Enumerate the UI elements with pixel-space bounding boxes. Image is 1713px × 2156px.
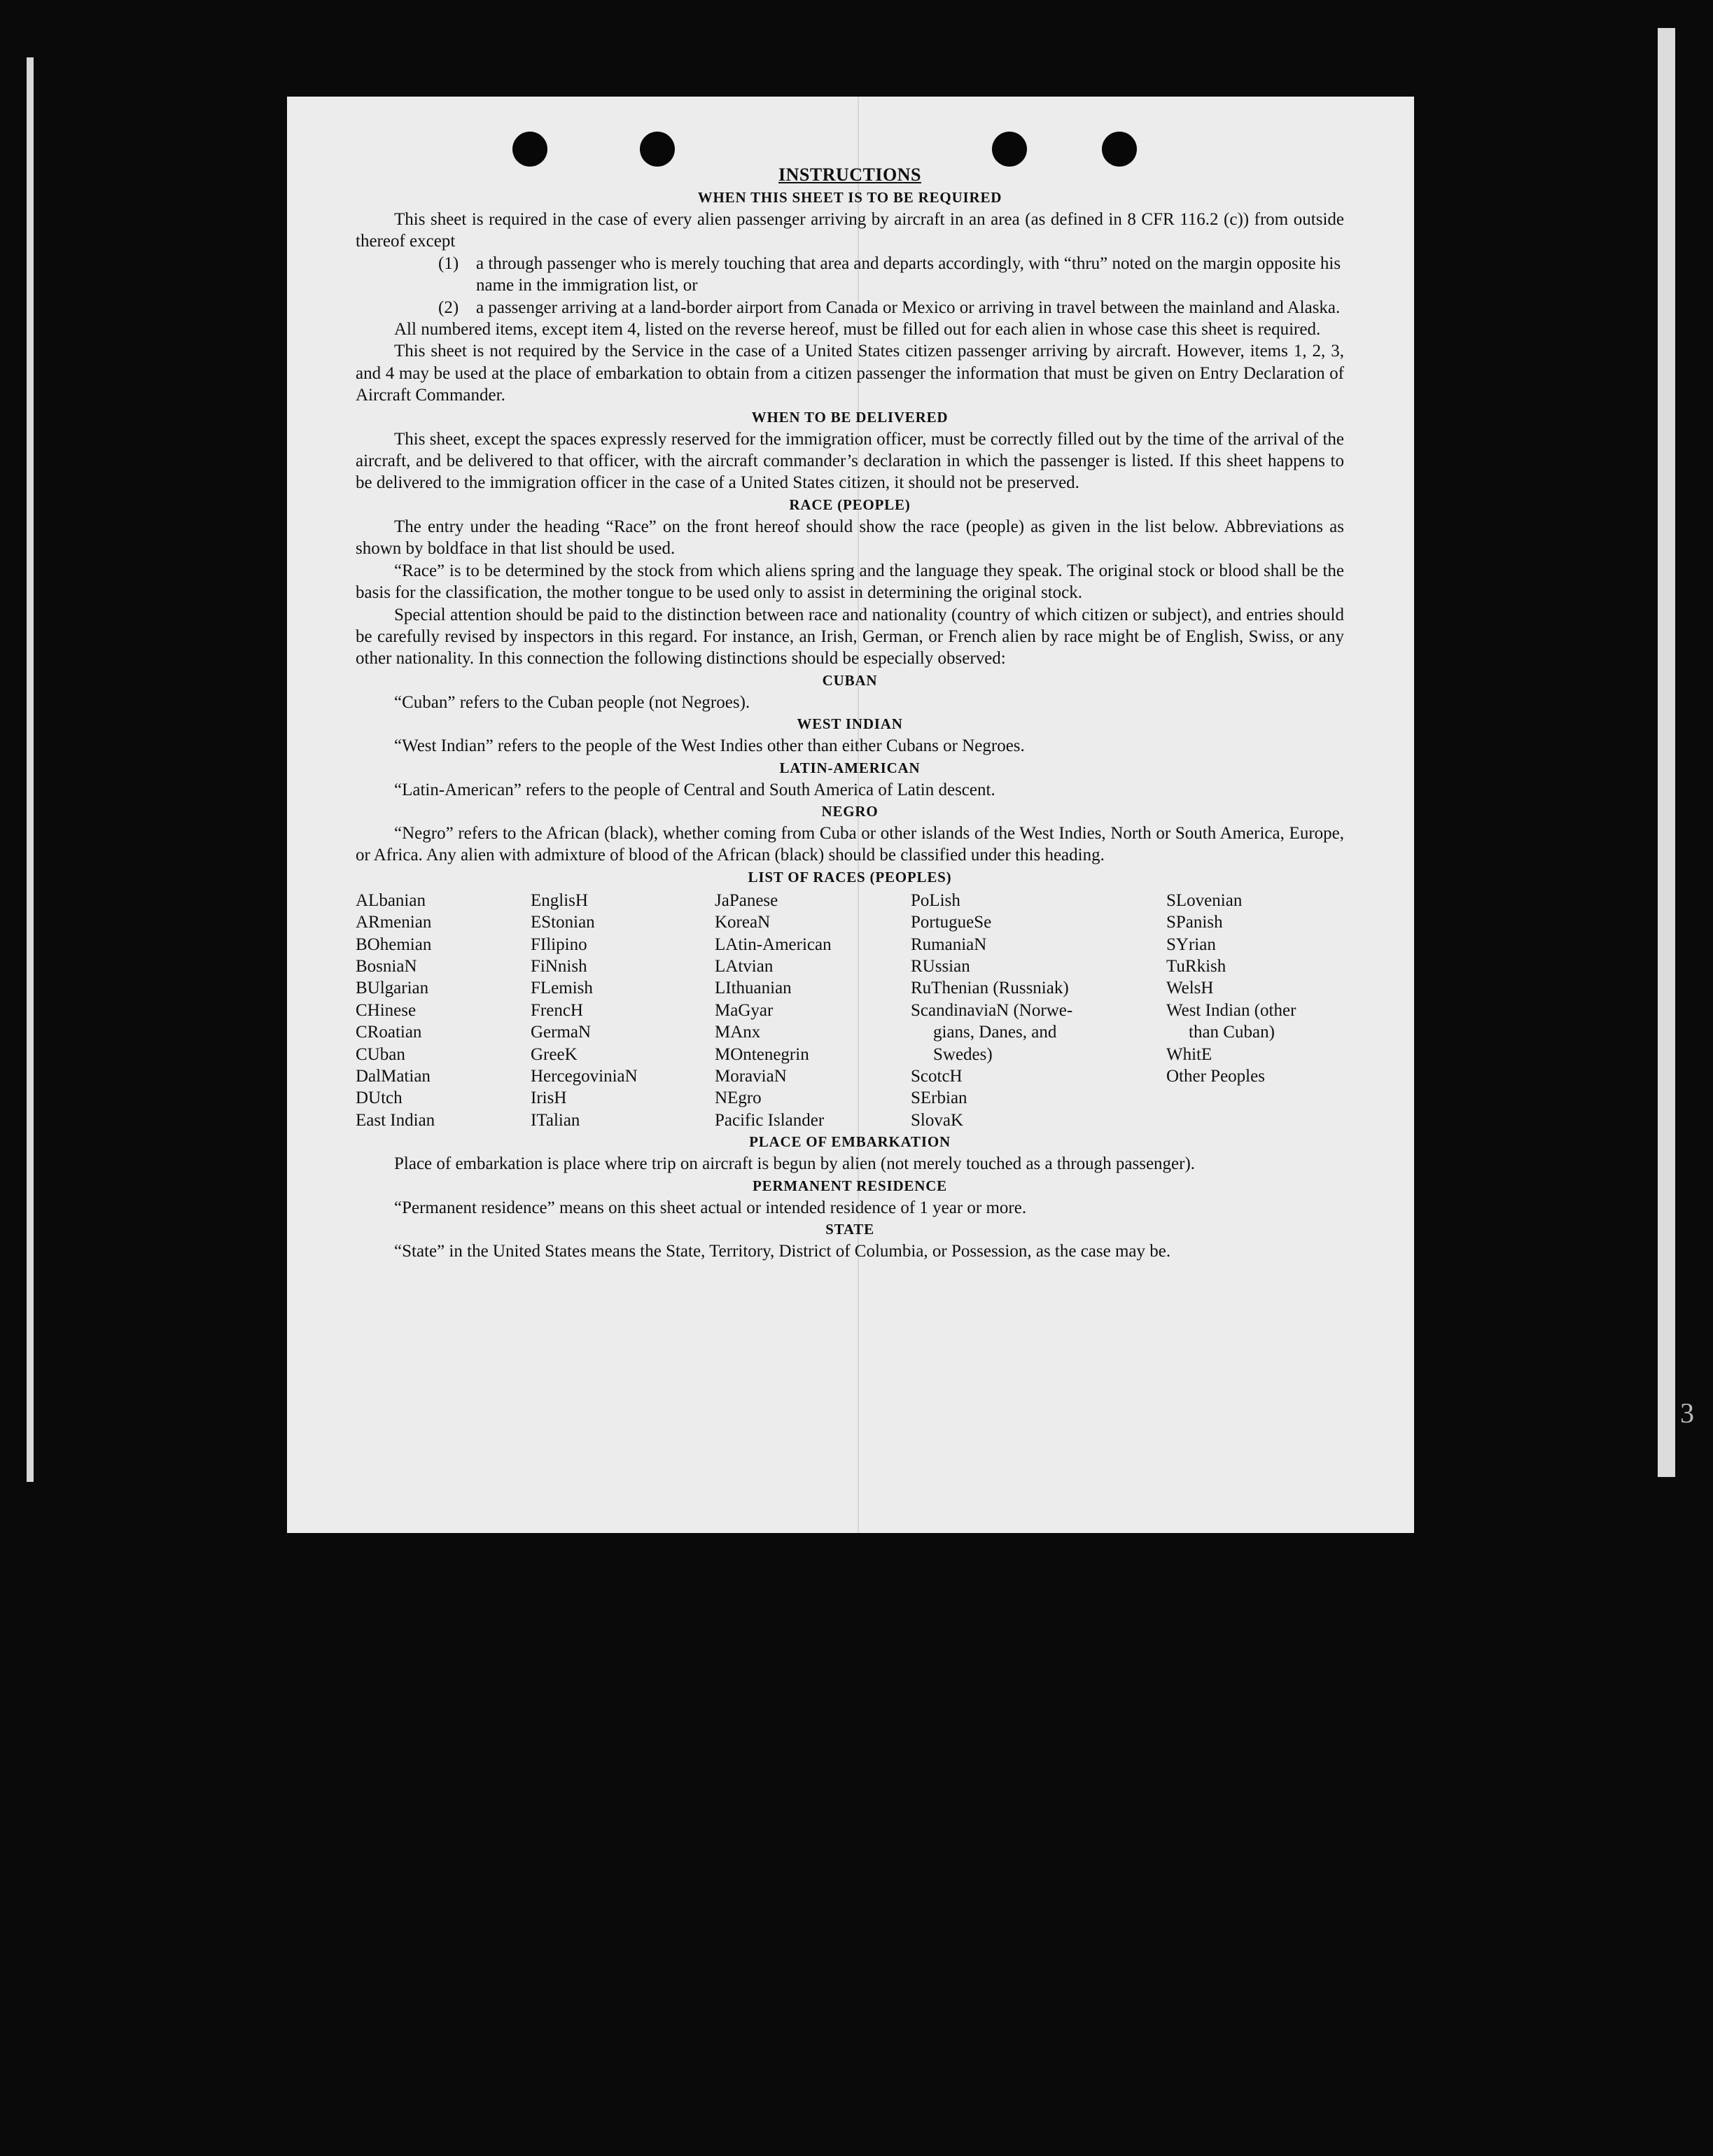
race-entry: BOhemian xyxy=(356,934,432,954)
race-entry: MaGyar xyxy=(715,1000,774,1020)
race-entry: ITalian xyxy=(531,1110,580,1130)
race-entry: EnglisH xyxy=(531,890,588,910)
film-edge-left xyxy=(27,57,34,1482)
punch-hole xyxy=(1102,132,1137,167)
list-number: (1) xyxy=(438,253,459,273)
race-entry: FIlipino xyxy=(531,934,587,954)
film-edge-right xyxy=(1658,28,1675,1477)
race-entry: GermaN xyxy=(531,1023,592,1042)
paragraph: This sheet is not required by the Service in the case of a United States citizen passenger arriving by aircraft. However, items 1, 2, 3, and 4 may be used at the place of embarkation to obtain from a citizen passenger the information that must be given on Entry Declaration of Aircraft Commander. xyxy=(356,342,1344,405)
race-column xyxy=(911,890,1166,1131)
race-entry: BosniaN xyxy=(356,956,417,976)
race-column xyxy=(715,890,911,1131)
race-entry: Other Peoples xyxy=(1166,1067,1265,1086)
paragraph: All numbered items, except item 4, listed on the reverse hereof, must be filled out for each alien in whose case this sheet is required. xyxy=(394,320,1321,340)
race-entry: CHinese xyxy=(356,1000,417,1020)
section-heading: PLACE OF EMBARKATION xyxy=(749,1133,951,1151)
race-entry: West Indian (other xyxy=(1166,1000,1296,1020)
paragraph: Place of embarkation is place where trip on aircraft is begun by alien (not merely touched as a through passenger). xyxy=(394,1154,1196,1174)
race-entry: ARmenian xyxy=(356,913,432,932)
paragraph: This sheet is required in the case of every alien passenger arriving by aircraft in an area (as defined in 8 CFR 116.2 (c)) from outside thereof except xyxy=(356,210,1344,251)
race-entry: FrencH xyxy=(531,1000,583,1020)
race-entry: PortugueSe xyxy=(911,913,992,932)
race-entry: LIthuanian xyxy=(715,979,792,998)
section-heading: LIST OF RACES (PEOPLES) xyxy=(748,868,952,886)
paragraph: Special attention should be paid to the distinction between race and nationality (country of which citizen or subject), and entries should be carefully revised by inspectors in this regard. For instance, an Irish, German, or French alien by race might be of English, Swiss, or any other nationality. In this connection the following distinctions should be especially observed: xyxy=(356,605,1344,668)
race-entry: GreeK xyxy=(531,1044,578,1064)
race-entry: JaPanese xyxy=(715,890,778,910)
race-entry: KoreaN xyxy=(715,913,771,932)
instructions-content xyxy=(356,163,1344,1262)
list-text: a passenger arriving at a land-border airport from Canada or Mexico or arriving in travel between the mainland and Alaska. xyxy=(476,298,1341,317)
film-frame-number: 3 xyxy=(1680,1397,1694,1429)
race-entry: East Indian xyxy=(356,1110,435,1130)
race-entry: MoraviaN xyxy=(715,1067,787,1086)
race-entry: Pacific Islander xyxy=(715,1110,825,1130)
punch-hole xyxy=(992,132,1027,167)
section-heading: LATIN-AMERICAN xyxy=(779,759,921,776)
paragraph: “Permanent residence” means on this sheet actual or intended residence of 1 year or more. xyxy=(394,1198,1027,1217)
race-entry: WelsH xyxy=(1166,979,1214,998)
paragraph: “West Indian” refers to the people of the West Indies other than either Cubans or Negroes. xyxy=(394,736,1025,756)
race-column xyxy=(1166,890,1344,1131)
page-title: INSTRUCTIONS xyxy=(778,164,921,185)
race-entry: CRoatian xyxy=(356,1023,422,1042)
section-heading: PERMANENT RESIDENCE xyxy=(753,1177,947,1194)
race-entry: SLovenian xyxy=(1166,890,1243,910)
punch-hole xyxy=(512,132,547,167)
race-entry: SYrian xyxy=(1166,934,1216,954)
race-entry: FLemish xyxy=(531,979,593,998)
list-item xyxy=(356,297,1344,318)
section-heading: NEGRO xyxy=(821,802,879,820)
race-entry: Swedes) xyxy=(933,1044,993,1064)
document-sheet xyxy=(287,97,1414,1533)
race-list xyxy=(356,890,1344,1131)
paragraph: “State” in the United States means the State, Territory, District of Columbia, or Possession, as the case may be. xyxy=(394,1242,1171,1261)
section-heading: RACE (PEOPLE) xyxy=(789,496,911,513)
paragraph: “Negro” refers to the African (black), whether coming from Cuba or other islands of the West Indies, North or South America, Europe, or Africa. Any alien with admixture of blood of the African (black) should be classified under this heading. xyxy=(356,823,1344,865)
section-heading: WHEN TO BE DELIVERED xyxy=(751,408,949,426)
paragraph: “Cuban” refers to the Cuban people (not Negroes). xyxy=(394,692,750,712)
race-entry: gians, Danes, and xyxy=(933,1023,1057,1042)
race-column xyxy=(356,890,531,1131)
list-text: a through passenger who is merely touching that area and departs accordingly, with “thru” noted on the margin opposite his name in the immigration list, or xyxy=(476,253,1341,295)
race-entry: LAtin-American xyxy=(715,934,832,954)
race-entry: WhitE xyxy=(1166,1044,1212,1064)
race-entry: RumaniaN xyxy=(911,934,987,954)
race-entry: LAtvian xyxy=(715,956,774,976)
list-number: (2) xyxy=(438,298,459,317)
race-column xyxy=(531,890,715,1131)
paragraph: The entry under the heading “Race” on the front hereof should show the race (people) as given in the list below. Abbreviations as shown by boldface in that list should be used. xyxy=(356,517,1344,559)
race-entry: MAnx xyxy=(715,1023,761,1042)
race-entry: ScotcH xyxy=(911,1067,963,1086)
race-entry: RUssian xyxy=(911,956,970,976)
race-entry: BUlgarian xyxy=(356,979,429,998)
race-entry: SErbian xyxy=(911,1088,967,1108)
paragraph: “Race” is to be determined by the stock from which aliens spring and the language they speak. The original stock or blood shall be the basis for the classification, the mother tongue to be used only to assist in determining the original stock. xyxy=(356,561,1344,603)
punch-hole xyxy=(640,132,675,167)
race-entry: RuThenian (Russniak) xyxy=(911,979,1069,998)
race-entry: EStonian xyxy=(531,913,595,932)
race-entry: FiNnish xyxy=(531,956,587,976)
race-entry: NEgro xyxy=(715,1088,762,1108)
section-heading: WEST INDIAN xyxy=(797,715,903,733)
paragraph: “Latin-American” refers to the people of Central and South America of Latin descent. xyxy=(394,780,995,799)
race-entry: CUban xyxy=(356,1044,405,1064)
race-entry: ScandinaviaN (Norwe- xyxy=(911,1000,1073,1020)
race-entry: MOntenegrin xyxy=(715,1044,809,1064)
race-entry: SPanish xyxy=(1166,913,1223,932)
race-entry: ALbanian xyxy=(356,890,426,910)
paragraph: This sheet, except the spaces expressly reserved for the immigration officer, must be correctly filled out by the time of the arrival of the aircraft, and be delivered to that officer, with the aircraft commander’s declaration in which the passenger is listed. If this sheet happens to be delivered to the immigration officer in the case of a United States citizen, it should not be preserved. xyxy=(356,429,1344,493)
list-item xyxy=(356,253,1344,297)
race-entry: PoLish xyxy=(911,890,960,910)
section-heading: STATE xyxy=(825,1221,874,1238)
race-entry: TuRkish xyxy=(1166,956,1226,976)
race-entry: DalMatian xyxy=(356,1067,431,1086)
section-heading: CUBAN xyxy=(822,671,878,689)
race-entry: SlovaK xyxy=(911,1110,963,1130)
race-entry: HercegoviniaN xyxy=(531,1067,638,1086)
section-heading: WHEN THIS SHEET IS TO BE REQUIRED xyxy=(697,189,1002,206)
race-entry: DUtch xyxy=(356,1088,403,1108)
race-entry: IrisH xyxy=(531,1088,567,1108)
race-entry: than Cuban) xyxy=(1189,1023,1275,1042)
